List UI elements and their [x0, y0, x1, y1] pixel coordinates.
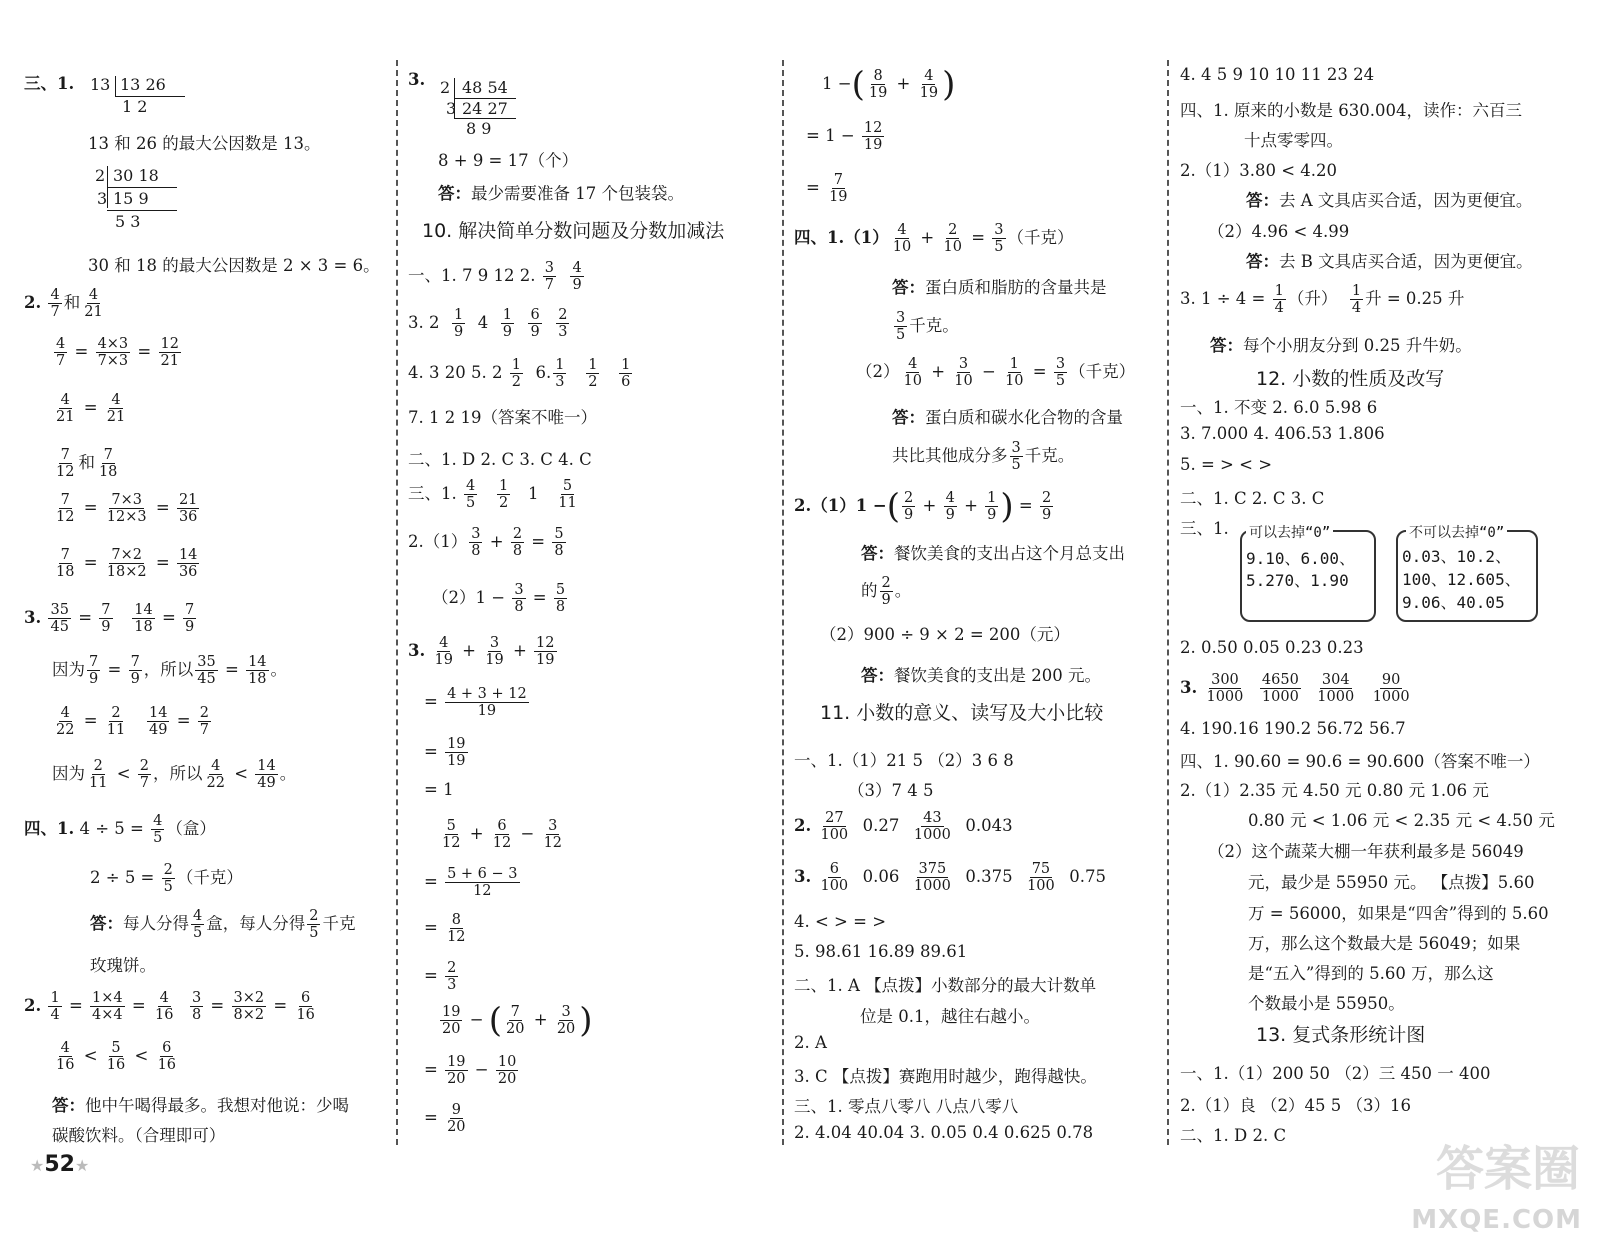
answer-line: 答：最少需要准备 17 个包装袋。 — [438, 184, 684, 203]
answer-line: 一、1.（1）21 5 （2）3 6 8 — [794, 751, 1014, 770]
equation-line: = $\frac{19}{19}$ — [424, 736, 466, 769]
answer-line: （3）7 4 5 — [848, 781, 934, 800]
answer-line: 3. $\frac{6}{100}$ 0.06 $\frac{375}{1000}$ 0.375 $\frac{75}{100}$ 0.75 — [794, 861, 1107, 894]
answer-line: 3. 7.000 4. 406.53 1.806 — [1180, 424, 1385, 443]
equation-line: $\frac{5}{12}$ + $\frac{6}{12}$ − $\frac{3}{12}$ — [442, 818, 563, 851]
equation-line: $\frac{7}{12}$ 和 $\frac{7}{18}$ — [56, 447, 118, 480]
answer-line: 4. 3 20 5. 2 $\frac{1}{2}$ 6. $\frac{1}{3}$ $\frac{1}{2}$ $\frac{1}{6}$ — [408, 357, 631, 390]
answer-line: 2.（1）良 （2）45 5 （3）16 — [1180, 1096, 1411, 1115]
division-dividend: 15 9 — [113, 189, 149, 208]
equation-line: $\frac{7}{18}$ = $\frac{7\times 2}{18\times 2}$ = $\frac{14}{36}$ — [56, 547, 198, 580]
division-quotient: 1 2 — [122, 97, 148, 116]
equation-line: = $\frac{8}{12}$ — [424, 912, 466, 945]
answer-line: 一、1. 7 9 12 2. $\frac{3}{7}$ $\frac{4}{9}$ — [408, 260, 582, 293]
equation-line: 2 ÷ 5 = $\frac{2}{5}$ （千克） — [90, 862, 243, 895]
answer-line: 2. $\frac{27}{100}$ 0.27 $\frac{43}{1000}$ 0.043 — [794, 810, 1013, 843]
column-divider — [1167, 60, 1169, 1145]
equation-line: 四、1.（1） $\frac{4}{10}$ + $\frac{2}{10}$ = $\frac{3}{5}$ （千克） — [794, 222, 1074, 255]
answer-line: 个数最小是 55950。 — [1248, 994, 1405, 1013]
division-quotient: 8 9 — [466, 119, 492, 138]
answer-line: 2. 4.04 40.04 3. 0.05 0.4 0.625 0.78 — [794, 1123, 1094, 1142]
answer-line: 碳酸饮料。（合理即可） — [52, 1126, 226, 1145]
equation-line: $\frac{4}{16}$ < $\frac{5}{16}$ < $\frac{6}{16}$ — [56, 1040, 177, 1073]
equation-line: = $\frac{4 + 3 + 12}{19}$ — [424, 686, 527, 719]
equation-line: = 1 − $\frac{12}{19}$ — [806, 120, 883, 153]
answer-line: 二、1. A 【点拨】小数部分的最大计数单 — [794, 976, 1097, 995]
box-title: 不可以去掉“0” — [1406, 522, 1507, 544]
answer-line: 三、1. — [1180, 519, 1229, 538]
answer-line: 一、1. 不变 2. 6.0 5.98 6 — [1180, 398, 1378, 417]
equation-line: （2） $\frac{4}{10}$ + $\frac{3}{10}$ − $\frac{1}{10}$ = $\frac{3}{5}$ （千克） — [856, 356, 1136, 389]
equation-line: $\frac{4}{21}$ = $\frac{4}{21}$ — [56, 392, 126, 425]
equation-line: 2.（1） $\frac{3}{8}$ + $\frac{2}{8}$ = $\frac{5}{8}$ — [408, 526, 564, 559]
equation-line: = $\frac{9}{20}$ — [424, 1102, 466, 1135]
answer-column-4 — [1170, 0, 1600, 1241]
equation-line: （2）1 − $\frac{3}{8}$ = $\frac{5}{8}$ — [432, 582, 566, 615]
section-title: 12. 小数的性质及改写 — [1256, 368, 1445, 390]
fraction: $\frac{4}{7}$ — [50, 287, 60, 320]
division-dividend: 30 18 — [113, 166, 159, 185]
equation-line: 四、1. 4 ÷ 5 = $\frac{4}{5}$ （盒） — [24, 813, 216, 846]
division-divisor: 3 — [97, 189, 108, 208]
equation-line: = $\frac{2}{3}$ — [424, 960, 457, 993]
answer-line: 答：蛋白质和碳水化合物的含量 — [892, 408, 1123, 427]
box-title: 可以去掉“0” — [1246, 522, 1333, 544]
answer-line: 二、1. D 2. C 3. C 4. C — [408, 450, 592, 469]
equation-line: = $\frac{19}{20}$ − $\frac{10}{20}$ — [424, 1054, 517, 1087]
answer-line: 答：每人分得 $\frac{4}{5}$ 盒，每人分得 $\frac{2}{5}$ 千克 — [90, 908, 356, 941]
division-line — [107, 187, 177, 188]
question-number: 3. — [408, 70, 426, 89]
division-dividend: 48 54 — [462, 78, 508, 97]
answer-line: 三、1. 零点八零八 八点八零八 — [794, 1097, 1019, 1116]
division-line — [107, 210, 177, 211]
fraction: $\frac{4}{21}$ — [84, 287, 103, 320]
answer-column-1 — [0, 0, 395, 1241]
answer-line: 二、1. D 2. C — [1180, 1126, 1287, 1145]
answer-line: 4. 4 5 9 10 10 11 23 24 — [1180, 65, 1375, 84]
answer-column-2 — [398, 0, 783, 1241]
answer-line: 3. 2 $\frac{1}{9}$ 4 $\frac{1}{9}$ $\frac{6}{9}$ $\frac{2}{3}$ — [408, 307, 568, 340]
section-title: 13. 复式条形统计图 — [1256, 1024, 1426, 1046]
answer-line: 三、1. $\frac{4}{5}$ $\frac{1}{2}$ 1 $\frac{5}{11}$ — [408, 478, 577, 511]
box-text: 100、12.605、 — [1402, 570, 1521, 589]
answer-line: 2. A — [794, 1033, 827, 1052]
watermark-url: MXQE.COM — [1411, 1205, 1582, 1235]
answer-line: 位是 0.1，越往右越小。 — [860, 1007, 1040, 1026]
division-dividend: 24 27 — [462, 99, 508, 118]
answer-line: （2）这个蔬菜大棚一年获利最多是 56049 — [1208, 842, 1524, 861]
answer-line: 5. = > < > — [1180, 455, 1273, 474]
equation-line: 1 −( $\frac{8}{19}$ + $\frac{4}{19}$ ) — [822, 64, 956, 105]
answer-line: 4. 190.16 190.2 56.72 56.7 — [1180, 719, 1406, 738]
watermark-logo: 答案圈 — [1435, 1141, 1580, 1197]
equation-line: $\frac{19}{20}$ − ( $\frac{7}{20}$ + $\frac{3}{20}$ ) — [442, 1000, 593, 1041]
text-line: 30 和 18 的最大公因数是 2 × 3 = 6。 — [88, 256, 380, 275]
division-divisor: 3 — [446, 99, 457, 118]
box-text: 0.03、10.2、 — [1402, 547, 1512, 566]
division-divisor: 13 — [90, 75, 111, 94]
division-bracket — [115, 76, 116, 96]
equation-line: 3. $\frac{4}{19}$ + $\frac{3}{19}$ + $\frac{12}{19}$ — [408, 635, 555, 668]
answer-line: 四、1. 原来的小数是 630.004，读作：六百三 — [1180, 101, 1522, 120]
answer-line: 4. < > = > — [794, 912, 887, 931]
answer-line: 万，那么这个数最大是 56049；如果 — [1248, 934, 1521, 953]
answer-line: 四、1. 90.60 = 90.6 = 90.600（答案不唯一） — [1180, 752, 1540, 771]
answer-line: 万 = 56000，如果是“四舍”得到的 5.60 — [1248, 904, 1549, 923]
section-title: 11. 小数的意义、读写及大小比较 — [820, 702, 1104, 724]
answer-line: 是“五入”得到的 5.60 万，那么这 — [1248, 964, 1494, 983]
answer-line: 答：餐饮美食的支出占这个月总支出 — [861, 544, 1125, 563]
answer-line: 2.（1）2.35 元 4.50 元 0.80 元 1.06 元 — [1180, 781, 1489, 800]
box-text: 9.06、40.05 — [1402, 593, 1505, 612]
answer-line: 5. 98.61 16.89 89.61 — [794, 942, 968, 961]
answer-line: 答：餐饮美食的支出是 200 元。 — [861, 666, 1101, 685]
answer-line: （2）4.96 < 4.99 — [1208, 222, 1350, 241]
answer-line: 2. $\frac{4}{7}$ 和 $\frac{4}{21}$ — [24, 287, 103, 320]
equation-line: 因为 $\frac{7}{9}$ = $\frac{7}{9}$ ，所以 $\frac{35}{45}$ = $\frac{14}{18}$ 。 — [52, 654, 288, 687]
answer-line: 的 $\frac{2}{9}$ 。 — [861, 575, 912, 608]
answer-line: 一、1.（1）200 50 （2）三 450 一 400 — [1180, 1064, 1491, 1083]
division-dividend: 13 26 — [120, 75, 166, 94]
answer-line: 2.（1）3.80 < 4.20 — [1180, 161, 1338, 180]
section-title: 10. 解决简单分数问题及分数加减法 — [422, 220, 725, 242]
answer-line: 3. C 【点拨】赛跑用时越少，跑得越快。 — [794, 1067, 1097, 1086]
division-divisor: 2 — [95, 166, 106, 185]
question-number: 2. — [24, 293, 42, 312]
equation-line: 2. $\frac{1}{4}$ = $\frac{1\times 4}{4\times 4}$ = $\frac{4}{16}$ $\frac{3}{8}$ = $\frac{3\times 2}{8\times 2}$ = $\frac{6}{16}$ — [24, 990, 315, 1023]
text-line: 13 和 26 的最大公因数是 13。 — [88, 134, 321, 153]
equation-line: = 1 — [424, 780, 454, 799]
equation-line: 3. $\frac{35}{45}$ = $\frac{7}{9}$ $\frac{14}{18}$ = $\frac{7}{9}$ — [24, 602, 195, 635]
answer-line: 共比其他成分多 $\frac{3}{5}$ 千克。 — [892, 440, 1075, 473]
equation-line: 因为 $\frac{2}{11}$ < $\frac{2}{7}$ ，所以 $\frac{4}{22}$ < $\frac{14}{49}$ 。 — [52, 758, 297, 791]
equation-line: （2）900 ÷ 9 × 2 = 200（元） — [820, 625, 1070, 644]
division-divisor: 2 — [440, 78, 451, 97]
answer-line: $\frac{3}{5}$ 千克。 — [896, 310, 959, 343]
answer-line: 2. 0.50 0.05 0.23 0.23 — [1180, 638, 1364, 657]
answer-line: 答：蛋白质和脂肪的含量共是 — [892, 278, 1107, 297]
answer-line: 3. $\frac{300}{1000}$ $\frac{4650}{1000}$ $\frac{304}{1000}$ $\frac{90}{1000}$ — [1180, 672, 1410, 705]
answer-line: 十点零零四。 — [1244, 131, 1343, 150]
equation-line: $\frac{7}{12}$ = $\frac{7\times 3}{12\times 3}$ = $\frac{21}{36}$ — [56, 492, 198, 525]
equation-line: = $\frac{7}{19}$ — [806, 172, 848, 205]
answer-line: 答：每个小朋友分到 0.25 升牛奶。 — [1210, 336, 1472, 355]
answer-line: 答：去 B 文具店买合适，因为更便宜。 — [1246, 252, 1533, 271]
division-quotient: 5 3 — [115, 212, 141, 231]
answer-line: 0.80 元 < 1.06 元 < 2.35 元 < 4.50 元 — [1248, 811, 1555, 830]
equation-line: 8 + 9 = 17（个） — [438, 151, 579, 170]
page-number: ★52★ — [30, 1152, 90, 1177]
answer-line: 玫瑰饼。 — [90, 956, 156, 975]
equation-line: 2.（1）1 −( $\frac{2}{9}$ + $\frac{4}{9}$ + $\frac{1}{9}$ ) = $\frac{2}{9}$ — [794, 486, 1052, 527]
answer-line: 答：他中午喝得最多。我想对他说：少喝 — [52, 1096, 349, 1115]
box-text: 5.270、1.90 — [1246, 571, 1349, 590]
answer-column-3 — [786, 0, 1166, 1241]
answer-line: 答：去 A 文具店买合适，因为更便宜。 — [1246, 191, 1533, 210]
equation-line: $\frac{4}{22}$ = $\frac{2}{11}$ $\frac{14}{49}$ = $\frac{2}{7}$ — [56, 705, 209, 738]
equation-line: = $\frac{5 + 6 - 3}{12}$ — [424, 866, 518, 899]
answer-line: 二、1. C 2. C 3. C — [1180, 489, 1325, 508]
equation-line: 3. 1 ÷ 4 = $\frac{1}{4}$ （升） $\frac{1}{4}$ 升 = 0.25 升 — [1180, 283, 1465, 316]
answer-line: 7. 1 2 19（答案不唯一） — [408, 408, 597, 427]
section-label: 三、1. — [24, 74, 75, 93]
answer-line: 元，最少是 55950 元。 【点拨】5.60 — [1248, 873, 1535, 892]
equation-line: $\frac{4}{7}$ = $\frac{4\times 3}{7\times 3}$ = $\frac{12}{21}$ — [56, 336, 179, 369]
box-text: 9.10、6.00、 — [1246, 549, 1356, 568]
